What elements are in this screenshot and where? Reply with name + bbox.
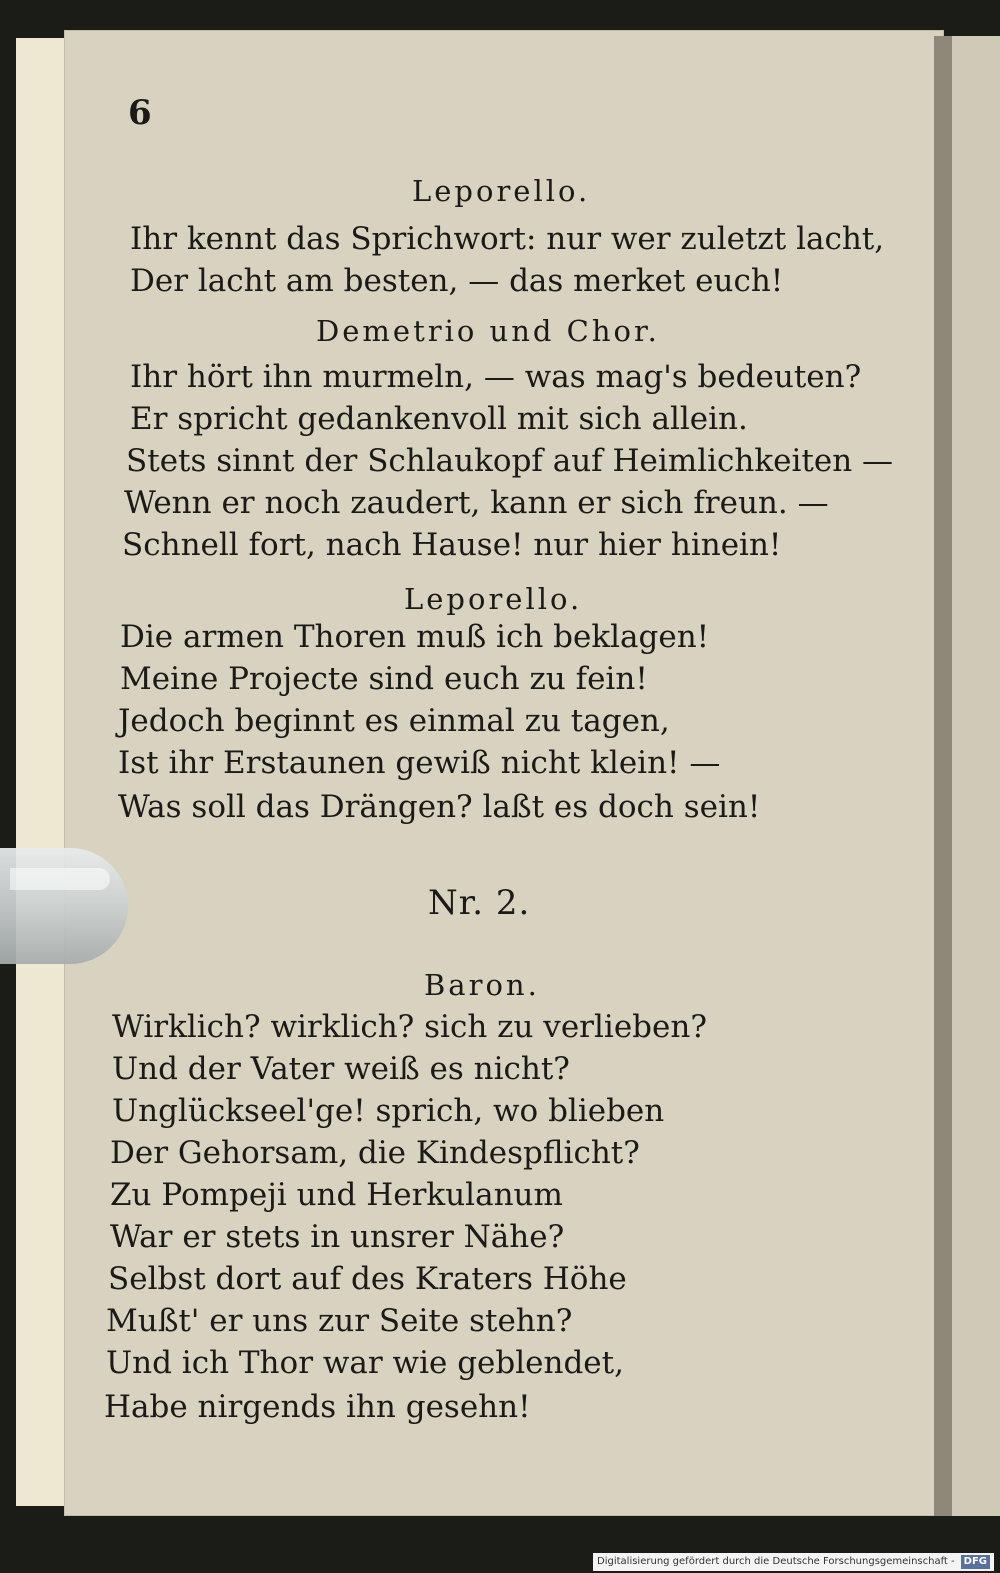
glass-weight-clip xyxy=(0,848,128,964)
verse-line: Die armen Thoren muß ich beklagen! xyxy=(120,619,710,655)
facing-page-edge xyxy=(952,36,1000,1516)
credit-text: Digitalisierung gefördert durch die Deutsche Forschungsgemeinschaft - xyxy=(597,1556,955,1567)
verse-line: Ihr kennt das Sprichwort: nur wer zuletzt lacht, xyxy=(130,221,885,257)
page-number: 6 xyxy=(128,93,152,133)
verse-line: Was soll das Drängen? laßt es doch sein! xyxy=(118,789,761,825)
verse-line: Unglückseel'ge! sprich, wo blieben xyxy=(112,1093,665,1129)
verse-line: Der Gehorsam, die Kindespflicht? xyxy=(110,1135,640,1171)
verse-line: Meine Projecte sind euch zu fein! xyxy=(120,661,648,697)
verse-line: Ihr hört ihn murmeln, — was mag's bedeuten? xyxy=(130,359,862,395)
verse-line: Selbst dort auf des Kraters Höhe xyxy=(108,1261,627,1297)
speaker-label: Leporello. xyxy=(404,582,583,616)
verse-line: Stets sinnt der Schlaukopf auf Heimlichkeiten — xyxy=(126,443,894,479)
number-heading: Nr. 2. xyxy=(428,883,531,923)
gutter-shadow xyxy=(934,36,952,1516)
verse-line: War er stets in unsrer Nähe? xyxy=(110,1219,565,1255)
verse-line: Jedoch beginnt es einmal zu tagen, xyxy=(118,703,670,739)
verse-line: Zu Pompeji und Herkulanum xyxy=(110,1177,563,1213)
verse-line: Der lacht am besten, — das merket euch! xyxy=(130,263,784,299)
verse-line: Wirklich? wirklich? sich zu verlieben? xyxy=(112,1009,707,1045)
verse-line: Ist ihr Erstaunen gewiß nicht klein! — xyxy=(118,745,721,781)
dfg-logo: DFG xyxy=(961,1555,990,1569)
verse-line: Und der Vater weiß es nicht? xyxy=(112,1051,570,1087)
speaker-label: Demetrio und Chor. xyxy=(316,314,660,348)
glass-weight-highlight xyxy=(10,868,110,890)
verse-line: Er spricht gedankenvoll mit sich allein. xyxy=(130,401,748,437)
verse-line: Habe nirgends ihn gesehn! xyxy=(104,1389,531,1425)
speaker-label: Leporello. xyxy=(412,174,591,208)
verse-line: Schnell fort, nach Hause! nur hier hinein! xyxy=(122,527,782,563)
verse-line: Wenn er noch zaudert, kann er sich freun. — xyxy=(124,485,829,521)
verse-line: Mußt' er uns zur Seite stehn? xyxy=(106,1303,573,1339)
digitization-credit xyxy=(593,1553,994,1571)
verse-line: Und ich Thor war wie geblendet, xyxy=(106,1345,624,1381)
speaker-label: Baron. xyxy=(424,968,540,1002)
